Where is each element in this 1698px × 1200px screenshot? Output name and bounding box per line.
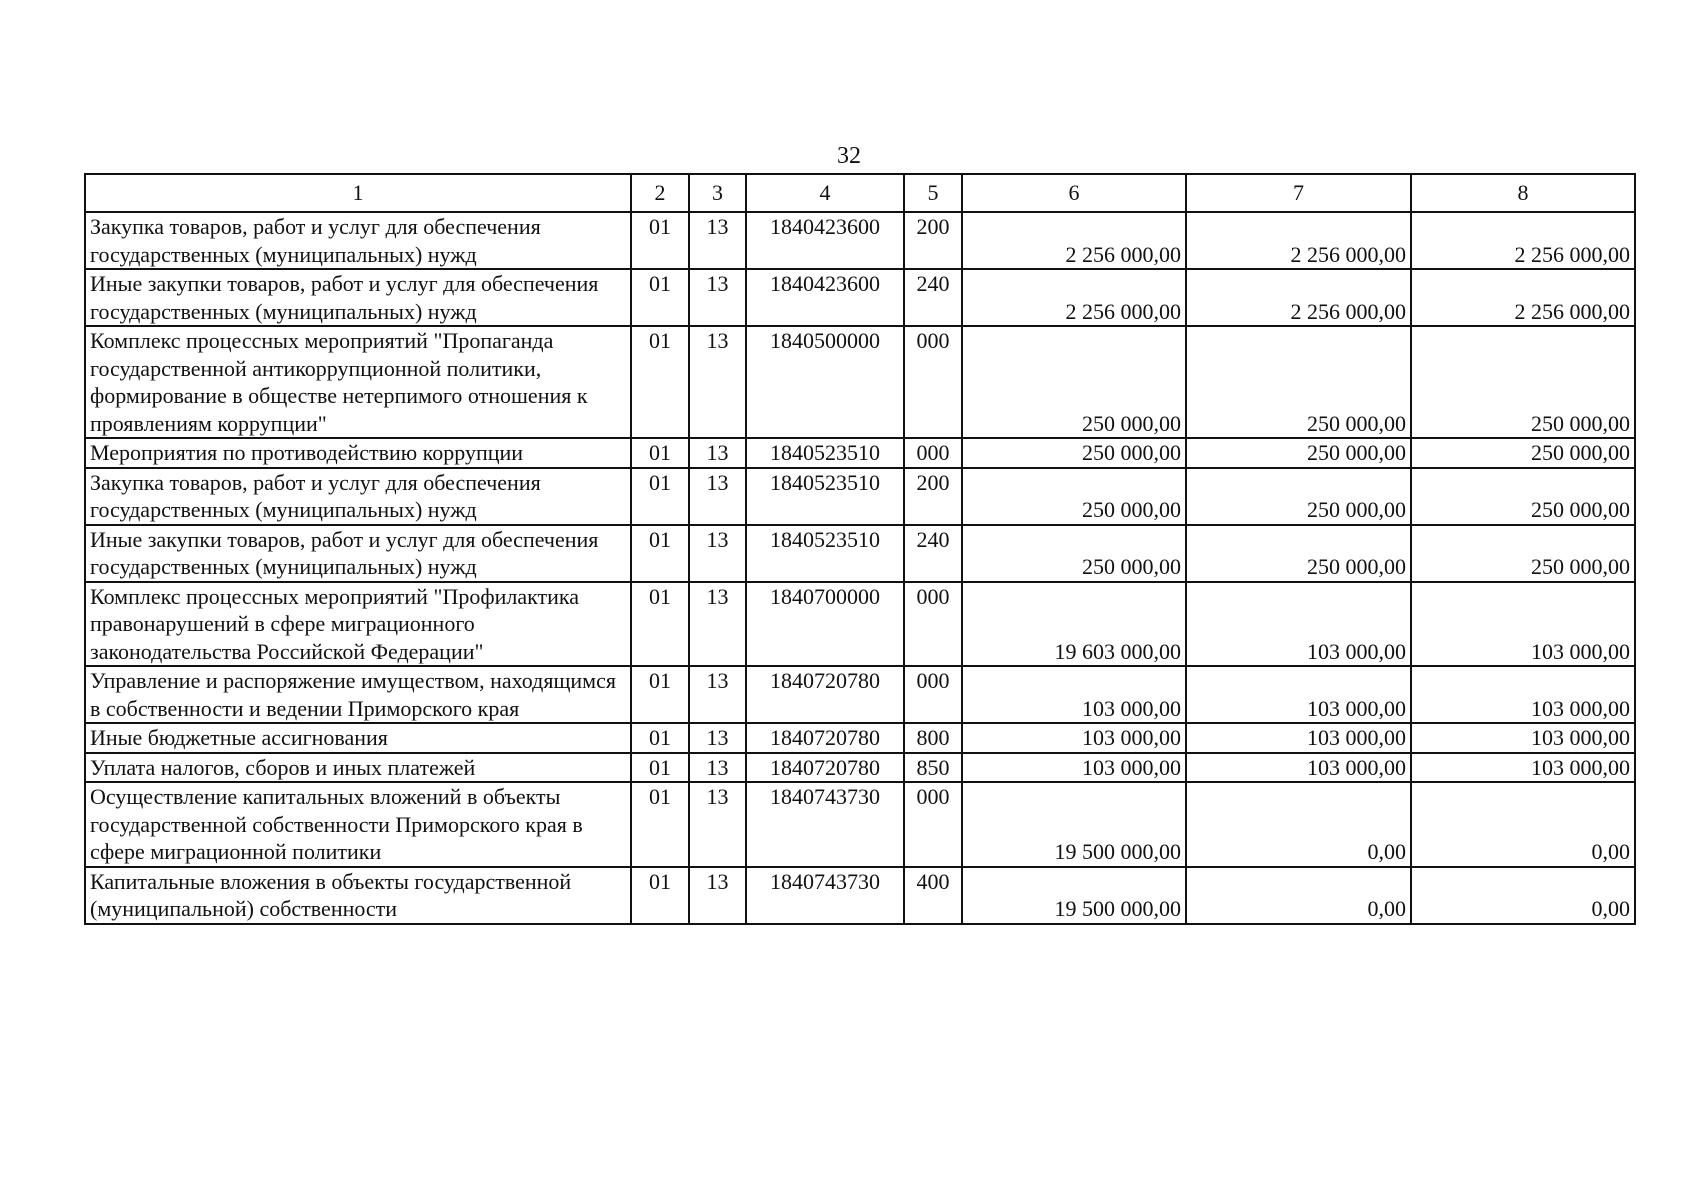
row-name: Закупка товаров, работ и услуг для обеспечения государственных (муниципальных) нужд [85, 212, 631, 269]
table-row [85, 525, 1635, 582]
column-header: 1 [85, 174, 631, 212]
amount-col8: 2 256 000,00 [1411, 212, 1635, 269]
target-article-code: 1840720780 [746, 723, 904, 753]
section-code: 01 [631, 666, 689, 723]
expense-type-code: 200 [904, 468, 962, 525]
amount-col8: 103 000,00 [1411, 723, 1635, 753]
section-code: 01 [631, 468, 689, 525]
subsection-code: 13 [689, 468, 746, 525]
target-article-code: 1840523510 [746, 438, 904, 468]
amount-col8: 0,00 [1411, 782, 1635, 867]
amount-col6: 103 000,00 [962, 753, 1186, 783]
amount-col7: 250 000,00 [1186, 438, 1411, 468]
target-article-code: 1840720780 [746, 666, 904, 723]
table-row [85, 753, 1635, 783]
expense-type-code: 000 [904, 582, 962, 667]
row-name: Осуществление капитальных вложений в объекты государственной собственности Приморского края в сфере миграционной политики [85, 782, 631, 867]
table-row [85, 326, 1635, 438]
amount-col6: 250 000,00 [962, 468, 1186, 525]
amount-col7: 103 000,00 [1186, 723, 1411, 753]
amount-col7: 2 256 000,00 [1186, 212, 1411, 269]
target-article-code: 1840523510 [746, 525, 904, 582]
page-number: 32 [837, 143, 861, 169]
budget-table [84, 173, 1636, 925]
row-name: Капитальные вложения в объекты государственной (муниципальной) собственности [85, 867, 631, 924]
row-name: Комплекс процессных мероприятий "Пропаганда государственной антикоррупционной политики, формирование в обществе нетерпимого отношения к проявлениям коррупции" [85, 326, 631, 438]
amount-col8: 250 000,00 [1411, 468, 1635, 525]
amount-col6: 2 256 000,00 [962, 269, 1186, 326]
row-name: Мероприятия по противодействию коррупции [85, 438, 631, 468]
subsection-code: 13 [689, 753, 746, 783]
column-header: 5 [904, 174, 962, 212]
amount-col6: 19 500 000,00 [962, 782, 1186, 867]
amount-col8: 103 000,00 [1411, 753, 1635, 783]
amount-col7: 250 000,00 [1186, 525, 1411, 582]
target-article-code: 1840720780 [746, 753, 904, 783]
expense-type-code: 000 [904, 666, 962, 723]
column-header: 6 [962, 174, 1186, 212]
subsection-code: 13 [689, 525, 746, 582]
expense-type-code: 400 [904, 867, 962, 924]
header-row [85, 174, 1635, 212]
amount-col6: 19 603 000,00 [962, 582, 1186, 667]
amount-col7: 103 000,00 [1186, 753, 1411, 783]
amount-col8: 103 000,00 [1411, 582, 1635, 667]
amount-col6: 250 000,00 [962, 438, 1186, 468]
section-code: 01 [631, 723, 689, 753]
expense-type-code: 000 [904, 782, 962, 867]
table-row [85, 468, 1635, 525]
amount-col6: 2 256 000,00 [962, 212, 1186, 269]
table-row [85, 867, 1635, 924]
amount-col7: 250 000,00 [1186, 468, 1411, 525]
target-article-code: 1840743730 [746, 867, 904, 924]
row-name: Закупка товаров, работ и услуг для обеспечения государственных (муниципальных) нужд [85, 468, 631, 525]
column-header: 2 [631, 174, 689, 212]
amount-col7: 0,00 [1186, 867, 1411, 924]
row-name: Иные закупки товаров, работ и услуг для обеспечения государственных (муниципальных) нужд [85, 525, 631, 582]
section-code: 01 [631, 438, 689, 468]
row-name: Уплата налогов, сборов и иных платежей [85, 753, 631, 783]
subsection-code: 13 [689, 723, 746, 753]
table-row [85, 582, 1635, 667]
amount-col7: 2 256 000,00 [1186, 269, 1411, 326]
target-article-code: 1840423600 [746, 212, 904, 269]
amount-col7: 103 000,00 [1186, 582, 1411, 667]
amount-col8: 250 000,00 [1411, 438, 1635, 468]
amount-col8: 250 000,00 [1411, 525, 1635, 582]
table-row [85, 212, 1635, 269]
amount-col6: 19 500 000,00 [962, 867, 1186, 924]
section-code: 01 [631, 782, 689, 867]
subsection-code: 13 [689, 438, 746, 468]
amount-col7: 103 000,00 [1186, 666, 1411, 723]
section-code: 01 [631, 582, 689, 667]
target-article-code: 1840700000 [746, 582, 904, 667]
subsection-code: 13 [689, 269, 746, 326]
expense-type-code: 200 [904, 212, 962, 269]
target-article-code: 1840743730 [746, 782, 904, 867]
column-header: 4 [746, 174, 904, 212]
expense-type-code: 000 [904, 438, 962, 468]
expense-type-code: 240 [904, 269, 962, 326]
amount-col8: 103 000,00 [1411, 666, 1635, 723]
section-code: 01 [631, 326, 689, 438]
expense-type-code: 850 [904, 753, 962, 783]
amount-col6: 103 000,00 [962, 666, 1186, 723]
section-code: 01 [631, 269, 689, 326]
row-name: Управление и распоряжение имуществом, находящимся в собственности и ведении Приморского края [85, 666, 631, 723]
table-row [85, 269, 1635, 326]
target-article-code: 1840500000 [746, 326, 904, 438]
column-header: 8 [1411, 174, 1635, 212]
subsection-code: 13 [689, 666, 746, 723]
section-code: 01 [631, 212, 689, 269]
column-header: 3 [689, 174, 746, 212]
subsection-code: 13 [689, 582, 746, 667]
table-row [85, 782, 1635, 867]
amount-col7: 0,00 [1186, 782, 1411, 867]
table-row [85, 666, 1635, 723]
section-code: 01 [631, 753, 689, 783]
subsection-code: 13 [689, 782, 746, 867]
target-article-code: 1840423600 [746, 269, 904, 326]
amount-col6: 250 000,00 [962, 525, 1186, 582]
subsection-code: 13 [689, 867, 746, 924]
target-article-code: 1840523510 [746, 468, 904, 525]
expense-type-code: 240 [904, 525, 962, 582]
subsection-code: 13 [689, 326, 746, 438]
amount-col8: 0,00 [1411, 867, 1635, 924]
row-name: Иные закупки товаров, работ и услуг для обеспечения государственных (муниципальных) нужд [85, 269, 631, 326]
section-code: 01 [631, 867, 689, 924]
column-header: 7 [1186, 174, 1411, 212]
amount-col6: 250 000,00 [962, 326, 1186, 438]
expense-type-code: 800 [904, 723, 962, 753]
amount-col8: 2 256 000,00 [1411, 269, 1635, 326]
section-code: 01 [631, 525, 689, 582]
row-name: Комплекс процессных мероприятий "Профилактика правонарушений в сфере миграционного законодательства Российской Федерации" [85, 582, 631, 667]
table-row [85, 723, 1635, 753]
subsection-code: 13 [689, 212, 746, 269]
row-name: Иные бюджетные ассигнования [85, 723, 631, 753]
amount-col8: 250 000,00 [1411, 326, 1635, 438]
table-row [85, 438, 1635, 468]
amount-col6: 103 000,00 [962, 723, 1186, 753]
expense-type-code: 000 [904, 326, 962, 438]
amount-col7: 250 000,00 [1186, 326, 1411, 438]
